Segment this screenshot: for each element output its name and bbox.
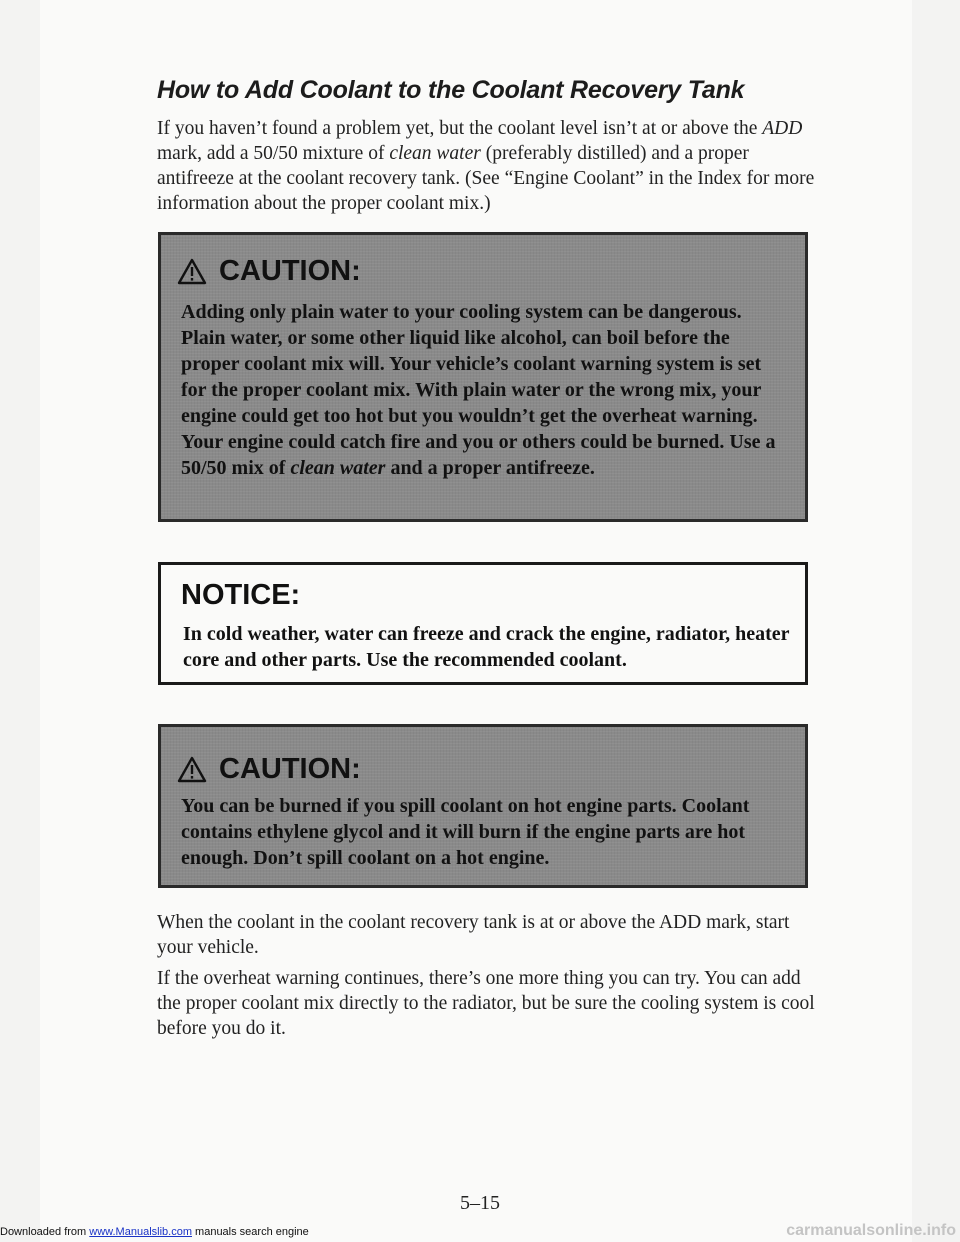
notice-text: In cold weather, water can freeze and crack the engine, radiator, heater core and other parts. Use the recommended coolant.	[183, 623, 790, 671]
caution-heading: CAUTION:	[177, 753, 361, 786]
caution-box-burn	[158, 724, 808, 888]
caution-text: You can be burned if you spill coolant on hot engine parts. Coolant contains ethylene glycol and it will burn if the engine parts are hot enough. Don’t spill coolant on a hot engine.	[181, 795, 750, 869]
caution-box-antifreeze	[158, 232, 808, 522]
warning-triangle-icon	[177, 258, 207, 285]
paragraph-start-vehicle: When the coolant in the coolant recovery tank is at or above the ADD mark, start your vehicle.	[157, 912, 790, 958]
page-number: 5–15	[460, 1192, 500, 1214]
notice-heading: NOTICE:	[181, 579, 301, 611]
watermark: carmanualsonline.info	[786, 1222, 956, 1239]
section-heading: How to Add Coolant to the Coolant Recovery Tank	[157, 76, 745, 104]
caution-heading: CAUTION:	[177, 255, 361, 288]
download-footer: Downloaded from www.Manualslib.com manuals search engine	[0, 1226, 309, 1238]
intro-paragraph: If you haven’t found a problem yet, but the coolant level isn’t at or above the ADD mark, add a 50/50 mixture of clean water (preferably distilled) and a proper antifreeze at the coolant recovery tank. (See “Engine Coolant” in the Index for more information about the proper coolant mix.)	[157, 118, 815, 214]
manualslib-link[interactable]: www.Manualslib.com	[89, 1226, 192, 1238]
notice-box	[158, 562, 808, 685]
warning-triangle-icon	[177, 756, 207, 783]
paragraph-radiator: If the overheat warning continues, there’s one more thing you can try. You can add the proper coolant mix directly to the radiator, but be sure the cooling system is cool before you do it.	[157, 968, 815, 1039]
caution-text: Adding only plain water to your cooling system can be dangerous. Plain water, or some other liquid like alcohol, can boil before the proper coolant mix will. Your vehicle’s coolant warning system is set for the proper coolant mix. With plain water or the wrong mix, your engine could get too hot but you wouldn’t get the overheat warning. Your engine could catch fire and you or others could be burned. Use a 50/50 mix of clean water and a proper antifreeze.	[181, 301, 776, 479]
